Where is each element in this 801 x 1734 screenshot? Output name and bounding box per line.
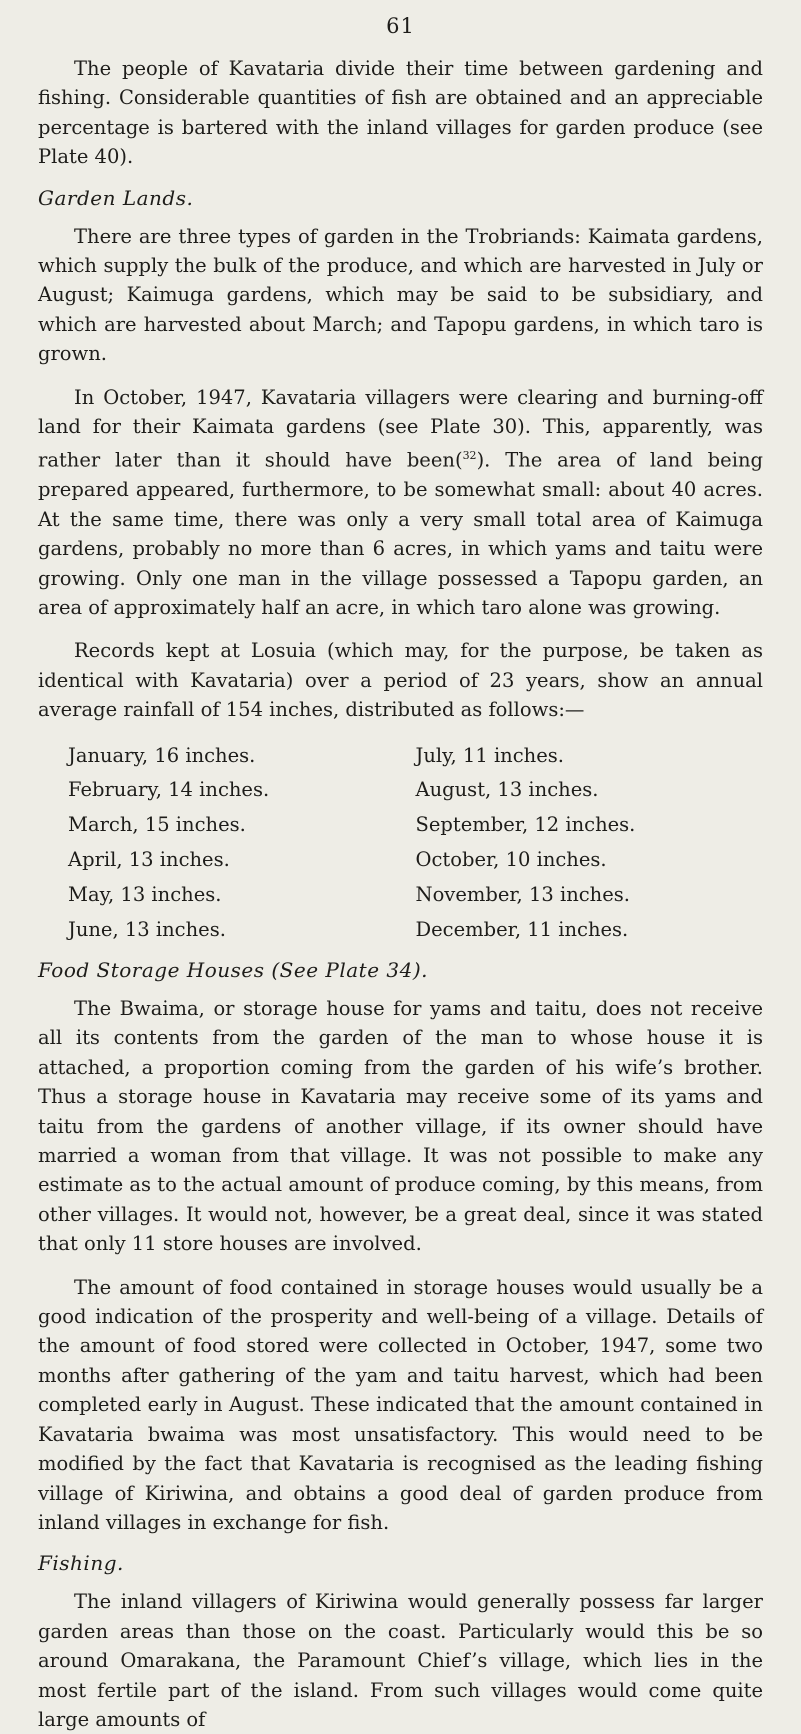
page-number: 61 <box>386 14 415 38</box>
rainfall-entry: May, 13 inches. <box>68 882 222 906</box>
rainfall-entry: October, 10 inches. <box>415 848 607 872</box>
paragraph-food-amount: The amount of food contained in storage houses would usually be a good indication of the prosperity and well-being of a village. Details of the amount of food stored were collected in October, 1947, some two months after gathering of the yam and taitu harvest, which had been completed early in August. These indicated that the amount contained in Kavataria bwaima was most unsatisfactory. This would need to be modified by the fact that Kavataria is recognised as the leading fishing village of Kiriwina, and obtains a good deal of garden produce from inland villages in exchange for fish. <box>38 1275 763 1534</box>
rainfall-entry: July, 11 inches. <box>415 743 564 767</box>
rainfall-entry: February, 14 inches. <box>68 778 270 802</box>
paragraph-intro: The people of Kavataria divide their time between gardening and fishing. Considerable quantities of fish are obtained and an appreciable percentage is bartered with the inland villages for garden produce (see Plate 40). <box>38 57 763 169</box>
clearing-text-a: In October, 1947, Kavataria villagers were clearing and burning-off land for their Kaimata gardens (see Plate 30). This, apparently, was rather later than it should have been( <box>38 385 763 472</box>
rainfall-entry: December, 11 inches. <box>415 917 629 941</box>
rainfall-entry: January, 16 inches. <box>68 743 256 767</box>
rainfall-entry: September, 12 inches. <box>415 813 636 837</box>
paragraph-fishing: The inland villagers of Kiriwina would generally possess far larger garden areas than those on the coast. Particularly would this be so around Omarakana, the Paramount Chief’s village, which lies in the most fertile part of the island. From such villages would come quite large amounts of <box>38 1590 763 1731</box>
heading-fishing: Fishing. <box>38 1551 124 1576</box>
page-content <box>38 54 763 1734</box>
paragraph-rainfall: Records kept at Losuia (which may, for the purpose, be taken as identical with Kavataria) over a period of 23 years, show an annual average rainfall of 154 inches, distributed as follows:— <box>38 639 763 722</box>
rainfall-entry: June, 13 inches. <box>68 917 226 941</box>
heading-garden-lands: Garden Lands. <box>38 185 194 210</box>
clearing-text-b: ). The area of land being prepared appeared, furthermore, to be somewhat small: about 40 acres. At the same time, there was only a very small total area of Kaimuga gardens, probably no more than 6 acres, in which yams and taitu were growing. Only one man in the village possessed a Tapopu garden, an area of approximately half an acre, in which taro alone was growing. <box>38 448 763 619</box>
paragraph-bwaima: The Bwaima, or storage house for yams and taitu, does not receive all its contents from the garden of the man to whose house it is attached, a proportion coming from the garden of his wife’s brother. Thus a storage house in Kavataria may receive some of its yams and taitu from the gardens of another village, if its owner should have married a woman from that village. It was not possible to make any estimate as to the actual amount of produce coming, by this means, from other villages. It would not, however, be a great deal, since it was stated that only 11 store houses are involved. <box>38 997 763 1256</box>
rainfall-entry: August, 13 inches. <box>415 778 599 802</box>
rainfall-entry: March, 15 inches. <box>68 813 246 837</box>
footnote-ref: 32 <box>462 449 477 463</box>
rainfall-table <box>38 741 763 944</box>
heading-food-storage: Food Storage Houses (See Plate 34). <box>38 958 429 983</box>
rainfall-entry: November, 13 inches. <box>415 882 630 906</box>
rainfall-entry: April, 13 inches. <box>68 848 230 872</box>
paragraph-clearing <box>38 383 763 623</box>
paragraph-garden-types: There are three types of garden in the Trobriands: Kaimata gardens, which supply the bulk of the produce, and which are harvested in July or August; Kaimuga gardens, which may be said to be subsidiary, and which are harvested about March; and Tapopu gardens, in which taro is grown. <box>38 224 763 366</box>
